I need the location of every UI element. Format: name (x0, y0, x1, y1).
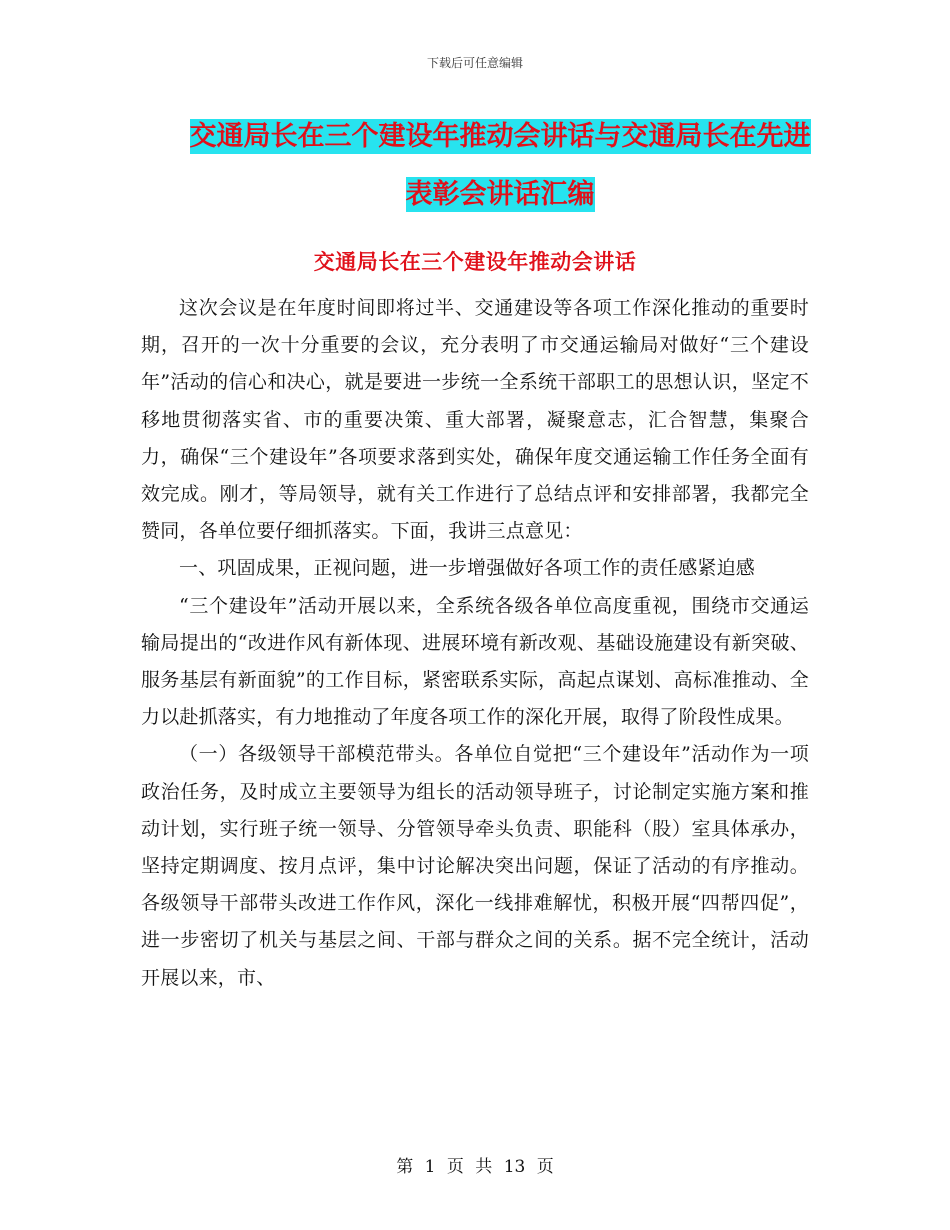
paragraph: 这次会议是在年度时间即将过半、交通建设等各项工作深化推动的重要时期，召开的一次十分重要的会议，充分表明了市交通运输局对做好“三个建设年”活动的信心和决心，就是要进一步统一全系统干部职工的思想认识，坚定不移地贯彻落实省、市的重要决策、重大部署，凝聚意志，汇合智慧，集聚合力，确保“三个建设年”各项要求落到实处，确保年度交通运输工作任务全面有效完成。刚才，等局领导，就有关工作进行了总结点评和安排部署，我都完全赞同，各单位要仔细抓落实。下面，我讲三点意见： (141, 297, 809, 543)
document-body (141, 290, 809, 997)
page-footer: 第 1 页 共 13 页 (396, 1157, 554, 1177)
paragraph: （一）各级领导干部模范带头。各单位自觉把“三个建设年”活动作为一项政治任务，及时成立主要领导为组长的活动领导班子，讨论制定实施方案和推动计划，实行班子统一领导、分管领导牵头负责、职能科（股）室具体承办，坚持定期调度、按月点评，集中讨论解决突出问题，保证了活动的有序推动。各级领导干部带头改进工作作风，深化一线排难解忧，积极开展“四帮四促”，进一步密切了机关与基层之间、干部与群众之间的关系。据不完全统计，活动开展以来，市、 (141, 743, 809, 989)
section-title: 交通局长在三个建设年推动会讲话 (313, 249, 637, 274)
main-title-line2: 表彰会讲话汇编 (405, 179, 595, 210)
main-title-line1: 交通局长在三个建设年推动会讲话与交通局长在先进 (189, 121, 811, 152)
main-title (120, 108, 880, 224)
paragraph: 一、巩固成果，正视问题，进一步增强做好各项工作的责任感紧迫感 (179, 557, 756, 580)
header-note: 下载后可任意编辑 (426, 56, 523, 70)
paragraph: “三个建设年”活动开展以来，全系统各级各单位高度重视，围绕市交通运输局提出的“改进作风有新体现、进展环境有新改观、基础设施建设有新突破、服务基层有新面貌”的工作目标，紧密联系实际，高起点谋划、高标准推动、全力以赴抓落实，有力地推动了年度各项工作的深化开展，取得了阶段性成果。 (141, 594, 809, 729)
